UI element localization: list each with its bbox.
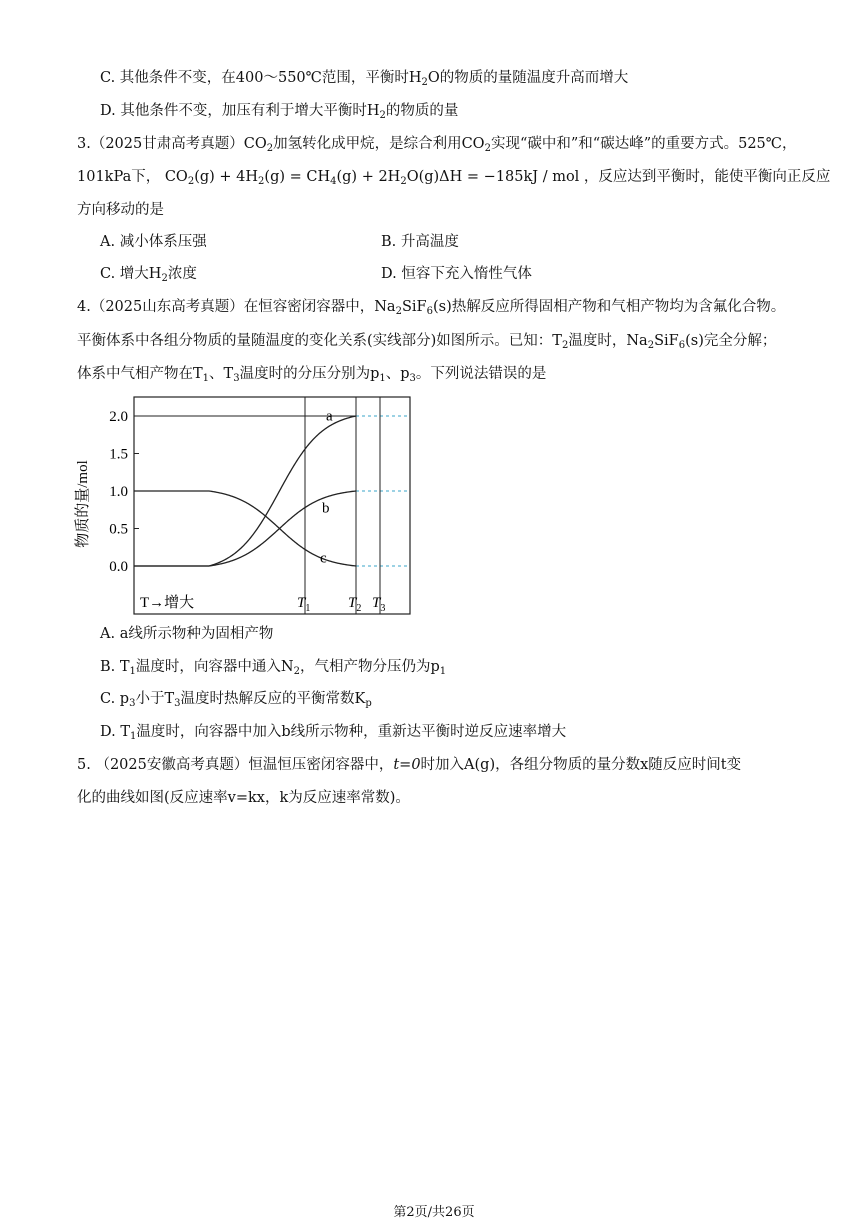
q4-option-b: B. $T_1$温度时，向容器中通入$N_2$，气相产物分压仍为$p_1$ xyxy=(100,659,447,677)
q3-option-b: B. 升高温度 xyxy=(381,234,459,250)
q4-stem-line2: 平衡体系中各组分物质的量随温度的变化关系(实线部分)如图所示。已知：$T_2$温度时，$Na_2SiF_6(s)$完全分解； xyxy=(77,333,777,351)
q3-option-c: C. 增大$H_2$浓度 xyxy=(100,266,197,284)
x-axis-label: T→增大 xyxy=(140,595,195,611)
y-tick-label: 0.5 xyxy=(109,521,128,538)
q4-stem-line3: 体系中气相产物在$T_1$、$T_3$温度时的分压分别为$p_1$、$p_3$。下列说法错误的是 xyxy=(77,366,547,384)
curve-label-b: b xyxy=(322,500,330,517)
q3-option-a: A. 减小体系压强 xyxy=(100,234,207,250)
temperature-marker-label: $T_3$ xyxy=(372,595,386,614)
q4-option-c: C. $p_3$小于$T_3$温度时热解反应的平衡常数$K_p$ xyxy=(100,691,372,709)
curve-label-a: a xyxy=(326,408,333,425)
y-tick-label: 1.5 xyxy=(109,446,128,463)
temperature-marker-label: $T_1$ xyxy=(297,595,311,614)
y-tick-label: 2.0 xyxy=(109,409,128,425)
q3-stem-line2: 101kPa下， $CO_2(g) + 4H_2(g) = CH_4(g) + 2H_2O(g)\Delta H = -185kJ$ / mol ，反应达到平衡时，能使平衡向正反应 xyxy=(77,169,831,187)
y-tick-label: 1.0 xyxy=(109,484,128,500)
q4-stem-line1: 4.（2025山东高考真题）在恒容密闭容器中，$Na_2SiF_6(s)$热解反应所得固相产物和气相产物均为含氟化合物。 xyxy=(77,299,786,317)
q3-stem-line3: 方向移动的是 xyxy=(77,202,164,218)
temperature-marker-label: $T_2$ xyxy=(348,595,362,614)
q5-stem-line2: 化的曲线如图(反应速率v=kx，k为反应速率常数)。 xyxy=(77,790,410,806)
q2-option-d: D. 其他条件不变，加压有利于增大平衡时$H_2$的物质的量 xyxy=(100,103,459,121)
curve-label-c: c xyxy=(320,550,327,567)
q2-option-c: C. 其他条件不变，在400～550℃范围，平衡时$H_2O$的物质的量随温度升高而增大 xyxy=(100,70,629,88)
q3-stem-line1: 3.（2025甘肃高考真题）$CO_2$加氢转化成甲烷，是综合利用$CO_2$实现“碳中和”和“碳达峰”的重要方式。525℃， xyxy=(77,136,797,154)
q3-option-d: D. 恒容下充入惰性气体 xyxy=(381,266,532,282)
equilibrium-amount-chart xyxy=(74,392,424,617)
q4-option-a: A. a线所示物种为固相产物 xyxy=(100,626,274,642)
y-axis-label: 物质的量/mol xyxy=(75,460,91,548)
page-footer: 第2页/共26页 xyxy=(393,1205,475,1220)
q4-option-d: D. $T_1$温度时，向容器中加入b线所示物种，重新达平衡时逆反应速率增大 xyxy=(100,724,567,742)
y-tick-label: 0.0 xyxy=(109,559,128,575)
q5-stem-line1: 5. （2025安徽高考真题）恒温恒压密闭容器中，t=0时加入A(g)，各组分物质的量分数x随反应时间t变 xyxy=(77,757,742,773)
